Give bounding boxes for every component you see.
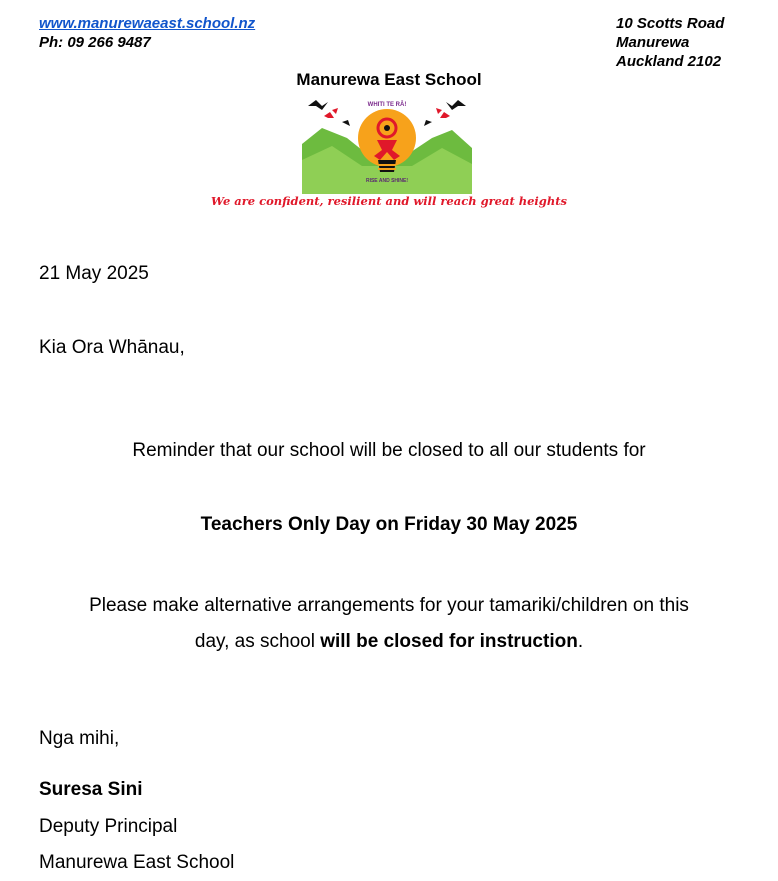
school-name-heading: Manurewa East School	[296, 70, 482, 89]
closure-reminder: Reminder that our school will be closed to all our students for	[132, 440, 646, 461]
address-city: Auckland 2102	[616, 53, 722, 70]
address-suburb: Manurewa	[616, 34, 690, 51]
signer-school: Manurewa East School	[39, 852, 235, 873]
arrangement-line-2	[0, 624, 778, 660]
address-street: 10 Scotts Road	[616, 15, 725, 32]
letter-greeting: Kia Ora Whānau,	[39, 337, 185, 358]
school-website-link[interactable]: www.manurewaeast.school.nz	[39, 15, 256, 32]
school-motto: We are confident, resilient and will reach great heights	[211, 194, 567, 208]
letter-signoff: Nga mihi,	[39, 728, 120, 749]
closed-for-instruction-emphasis: will be closed for instruction	[320, 631, 578, 652]
arrangement-line-2-suffix: .	[577, 631, 584, 652]
letter-date: 21 May 2025	[39, 263, 149, 284]
signer-name: Suresa Sini	[39, 779, 143, 800]
logo-arc-text-top: WHITI TE RĀ!	[367, 102, 407, 108]
signer-title: Deputy Principal	[39, 816, 178, 837]
phone-number: Ph: 09 266 9487	[39, 34, 151, 51]
contact-block	[39, 14, 255, 52]
arrangement-line-1: Please make alternative arrangements for your tamariki/children on this	[89, 595, 689, 616]
logo-arc-text-bottom: RISE AND SHINE!	[365, 178, 409, 184]
teachers-only-day-headline: Teachers Only Day on Friday 30 May 2025	[200, 514, 578, 535]
school-logo	[292, 94, 482, 194]
address-block	[616, 14, 724, 71]
arrangement-paragraph	[0, 588, 778, 660]
arrangement-line-2-prefix: day, as school	[194, 631, 321, 652]
